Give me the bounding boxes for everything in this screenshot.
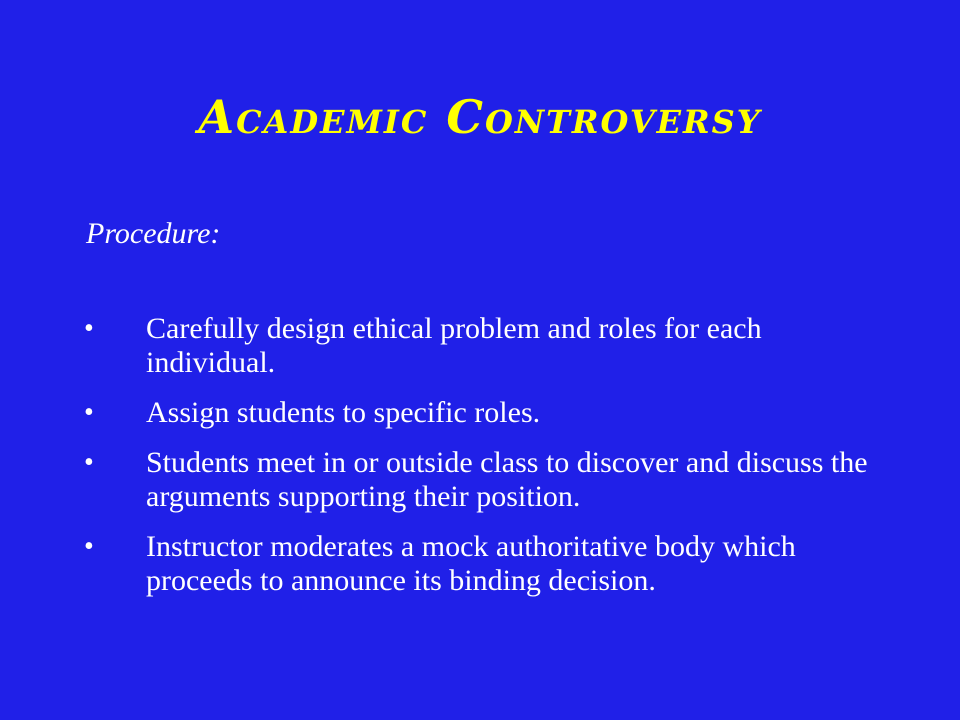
bullet-item (78, 530, 878, 598)
bullet-text: Instructor moderates a mock authoritative body which proceeds to announce its binding decision. (146, 530, 796, 597)
bullet-icon: • (84, 313, 94, 344)
bullet-text: Assign students to specific roles. (146, 396, 541, 429)
bullet-icon: • (84, 447, 94, 478)
bullet-icon: • (84, 531, 94, 562)
slide-title: Academic Controversy (198, 90, 762, 144)
bullet-item (78, 396, 878, 430)
bullet-icon: • (84, 397, 94, 428)
bullet-item (78, 446, 878, 514)
bullet-text: Students meet in or outside class to discover and discuss the arguments supporting their position. (146, 446, 868, 513)
procedure-heading: Procedure: (86, 217, 221, 250)
bullet-text: Carefully design ethical problem and roles for each individual. (146, 312, 762, 379)
bullet-item (78, 312, 878, 380)
bullet-list (78, 312, 878, 614)
